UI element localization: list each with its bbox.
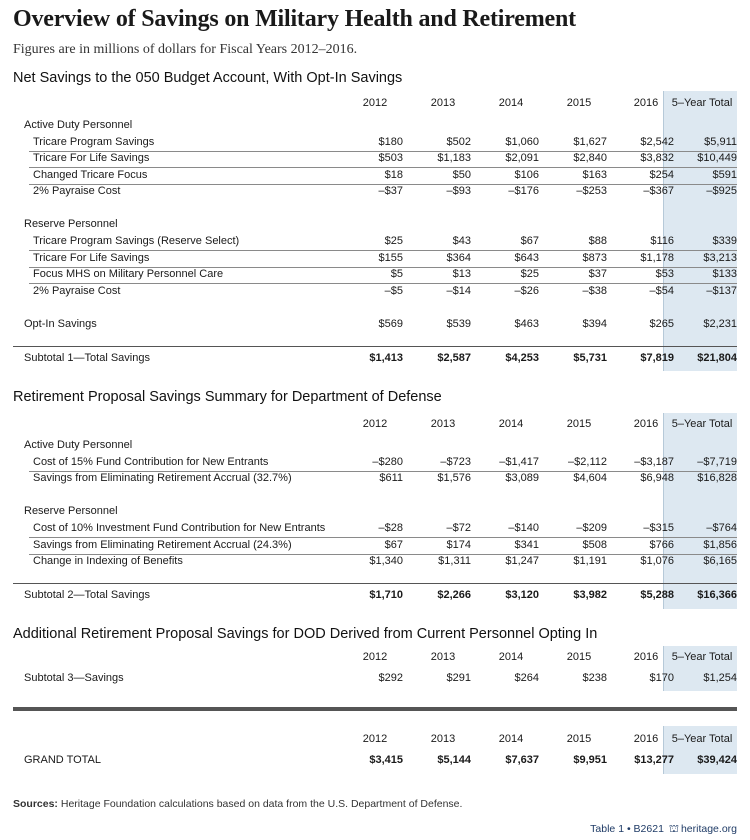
row-value: –$5 bbox=[384, 285, 403, 297]
row-value: $1,710 bbox=[369, 589, 403, 601]
row-total-value: $339 bbox=[712, 235, 737, 247]
row-value: –$280 bbox=[372, 456, 403, 468]
row-value: $6,948 bbox=[640, 472, 674, 484]
row-value: $394 bbox=[582, 318, 607, 330]
row-label: Cost of 15% Fund Contribution for New Entrants bbox=[33, 456, 269, 468]
row-value: $1,576 bbox=[437, 472, 471, 484]
column-header-total: 5–Year Total bbox=[671, 651, 733, 663]
row-value: $1,340 bbox=[369, 555, 403, 567]
row-value: $106 bbox=[514, 169, 539, 181]
group-label: Reserve Personnel bbox=[24, 505, 118, 517]
row-value: $180 bbox=[378, 136, 403, 148]
row-value: $25 bbox=[384, 235, 403, 247]
column-header-year: 2013 bbox=[430, 97, 456, 109]
row-value: $1,060 bbox=[505, 136, 539, 148]
row-value: $7,819 bbox=[640, 352, 674, 364]
column-header-total: 5–Year Total bbox=[671, 418, 733, 430]
row-value: $502 bbox=[446, 136, 471, 148]
row-total-value: $10,449 bbox=[697, 152, 737, 164]
column-header-year: 2016 bbox=[633, 733, 659, 745]
row-value: $238 bbox=[582, 672, 607, 684]
section-2-title: Retirement Proposal Savings Summary for Department of Defense bbox=[13, 389, 442, 405]
row-value: $341 bbox=[514, 539, 539, 551]
table-row bbox=[13, 538, 737, 555]
column-header-row bbox=[13, 732, 737, 749]
row-value: $116 bbox=[650, 235, 674, 247]
row-label: Subtotal 1—Total Savings bbox=[24, 352, 150, 364]
group-header-active-duty bbox=[13, 118, 737, 135]
row-value: $7,637 bbox=[505, 754, 539, 766]
table-row bbox=[13, 521, 737, 538]
row-total-value: $591 bbox=[712, 169, 737, 181]
page-title: Overview of Savings on Military Health and Retirement bbox=[13, 6, 576, 32]
column-header-year: 2012 bbox=[362, 418, 388, 430]
row-value: $50 bbox=[452, 169, 471, 181]
footer-credit: Table 1 • B2621 ⛫ heritage.org bbox=[590, 823, 737, 835]
row-value: $43 bbox=[452, 235, 471, 247]
row-value: –$1,417 bbox=[499, 456, 539, 468]
row-value: $2,587 bbox=[437, 352, 471, 364]
row-value: $2,091 bbox=[505, 152, 539, 164]
row-value: $1,076 bbox=[640, 555, 674, 567]
row-value: $37 bbox=[588, 268, 607, 280]
row-value: $254 bbox=[649, 169, 674, 181]
row-label: Focus MHS on Military Personnel Care bbox=[33, 268, 224, 280]
table-row bbox=[13, 184, 737, 201]
row-total-value: $16,828 bbox=[697, 472, 737, 484]
row-label: Tricare For Life Savings bbox=[33, 252, 150, 264]
row-value: $174 bbox=[446, 539, 471, 551]
row-total-value: $6,165 bbox=[703, 555, 737, 567]
row-label: Opt-In Savings bbox=[24, 318, 97, 330]
row-value: $2,266 bbox=[437, 589, 471, 601]
column-header-year: 2015 bbox=[566, 97, 592, 109]
group-label: Active Duty Personnel bbox=[24, 119, 133, 131]
row-total-value: $1,856 bbox=[703, 539, 737, 551]
row-value: –$140 bbox=[508, 522, 539, 534]
row-label: Subtotal 2—Total Savings bbox=[24, 589, 150, 601]
row-label: Savings from Eliminating Retirement Accrual (32.7%) bbox=[33, 472, 292, 484]
column-header-row bbox=[13, 417, 737, 434]
subtotal-row bbox=[13, 588, 737, 605]
table-row bbox=[13, 554, 737, 571]
row-value: –$28 bbox=[378, 522, 403, 534]
row-value: –$72 bbox=[446, 522, 471, 534]
row-total-value: $5,911 bbox=[704, 136, 737, 148]
row-total-value: –$7,719 bbox=[697, 456, 737, 468]
row-value: –$26 bbox=[514, 285, 539, 297]
grand-total-double-rule bbox=[13, 707, 737, 711]
row-total-value: –$137 bbox=[706, 285, 737, 297]
row-value: $264 bbox=[514, 672, 539, 684]
row-label: Tricare Program Savings (Reserve Select) bbox=[33, 235, 240, 247]
row-value: $3,982 bbox=[573, 589, 607, 601]
row-value: $539 bbox=[446, 318, 471, 330]
row-value: $88 bbox=[588, 235, 607, 247]
heritage-logo-icon: ⛫ bbox=[668, 823, 679, 835]
row-value: $18 bbox=[384, 169, 403, 181]
row-value: –$37 bbox=[378, 185, 403, 197]
report-code: B2621 bbox=[633, 823, 664, 835]
row-label: Changed Tricare Focus bbox=[33, 169, 148, 181]
table-row bbox=[13, 455, 737, 472]
column-header-year: 2013 bbox=[430, 418, 456, 430]
row-value: –$723 bbox=[440, 456, 471, 468]
subtotal-rule bbox=[13, 583, 737, 584]
row-value: $25 bbox=[520, 268, 539, 280]
column-header-year: 2015 bbox=[566, 733, 592, 745]
row-total-value: $133 bbox=[712, 268, 737, 280]
heritage-link[interactable]: heritage.org bbox=[680, 823, 737, 835]
column-header-row bbox=[13, 650, 737, 667]
row-value: –$14 bbox=[446, 285, 471, 297]
table-number: Table 1 bbox=[590, 823, 625, 835]
page-subtitle: Figures are in millions of dollars for Fiscal Years 2012–2016. bbox=[13, 42, 358, 57]
row-value: $265 bbox=[649, 318, 674, 330]
row-value: $766 bbox=[649, 539, 674, 551]
table-row bbox=[13, 168, 737, 185]
row-value: $67 bbox=[520, 235, 539, 247]
row-value: $5,288 bbox=[640, 589, 674, 601]
column-header-year: 2016 bbox=[633, 418, 659, 430]
row-value: $5 bbox=[390, 268, 403, 280]
row-value: –$253 bbox=[576, 185, 607, 197]
row-value: $1,627 bbox=[573, 136, 607, 148]
row-total-value: –$764 bbox=[706, 522, 737, 534]
table-row bbox=[13, 234, 737, 251]
table-row bbox=[13, 251, 737, 268]
subtotal-row bbox=[13, 351, 737, 368]
row-value: $5,144 bbox=[437, 754, 471, 766]
group-header-reserve bbox=[13, 217, 737, 234]
row-label: Tricare Program Savings bbox=[33, 136, 155, 148]
row-value: $53 bbox=[655, 268, 674, 280]
row-value: $155 bbox=[378, 252, 403, 264]
row-value: $4,253 bbox=[505, 352, 539, 364]
table-row bbox=[13, 284, 737, 301]
group-label: Reserve Personnel bbox=[24, 218, 118, 230]
column-header-year: 2013 bbox=[430, 733, 456, 745]
row-value: $67 bbox=[384, 539, 403, 551]
row-value: $508 bbox=[582, 539, 607, 551]
sources-text: Heritage Foundation calculations based on data from the U.S. Department of Defense. bbox=[60, 798, 463, 810]
row-total-value: –$925 bbox=[706, 185, 737, 197]
column-header-year: 2015 bbox=[566, 418, 592, 430]
row-total-value: $16,366 bbox=[697, 589, 737, 601]
row-total-value: $3,213 bbox=[703, 252, 737, 264]
row-value: $9,951 bbox=[573, 754, 607, 766]
sources-label: Sources: bbox=[13, 798, 58, 810]
row-value: $291 bbox=[446, 672, 471, 684]
row-value: –$93 bbox=[446, 185, 471, 197]
row-value: $292 bbox=[378, 672, 403, 684]
column-header-year: 2012 bbox=[362, 97, 388, 109]
row-label: Savings from Eliminating Retirement Accrual (24.3%) bbox=[33, 539, 292, 551]
row-value: $163 bbox=[582, 169, 607, 181]
column-header-year: 2015 bbox=[566, 651, 592, 663]
row-value: –$54 bbox=[649, 285, 674, 297]
section-3-title: Additional Retirement Proposal Savings for DOD Derived from Current Personnel Opting In bbox=[13, 626, 598, 642]
row-total-value: $2,231 bbox=[703, 318, 737, 330]
row-value: –$209 bbox=[576, 522, 607, 534]
column-header-total: 5–Year Total bbox=[671, 733, 733, 745]
row-value: $503 bbox=[378, 152, 403, 164]
row-value: $463 bbox=[514, 318, 539, 330]
group-header-reserve bbox=[13, 504, 737, 521]
row-value: $2,840 bbox=[573, 152, 607, 164]
row-value: $2,542 bbox=[640, 136, 674, 148]
row-value: $4,604 bbox=[573, 472, 607, 484]
row-value: $1,178 bbox=[640, 252, 674, 264]
column-header-year: 2013 bbox=[430, 651, 456, 663]
row-value: –$367 bbox=[643, 185, 674, 197]
group-label: Active Duty Personnel bbox=[24, 439, 133, 451]
table-row bbox=[13, 135, 737, 152]
row-value: $611 bbox=[379, 472, 403, 484]
row-value: $1,247 bbox=[505, 555, 539, 567]
grand-total-row bbox=[13, 753, 737, 770]
row-label: Subtotal 3—Savings bbox=[24, 672, 124, 684]
row-value: –$176 bbox=[508, 185, 539, 197]
row-value: –$315 bbox=[643, 522, 674, 534]
row-value: $364 bbox=[446, 252, 471, 264]
row-total-value: $21,804 bbox=[697, 352, 737, 364]
optin-row bbox=[13, 317, 737, 334]
row-value: –$3,187 bbox=[634, 456, 674, 468]
subtotal-row bbox=[13, 671, 737, 688]
row-value: $1,311 bbox=[438, 555, 471, 567]
column-header-year: 2014 bbox=[498, 733, 524, 745]
column-header-total: 5–Year Total bbox=[671, 97, 733, 109]
row-label: Change in Indexing of Benefits bbox=[33, 555, 183, 567]
table-row bbox=[13, 267, 737, 284]
row-value: $13 bbox=[452, 268, 471, 280]
column-header-row bbox=[13, 96, 737, 113]
row-label: 2% Payraise Cost bbox=[33, 285, 121, 297]
column-header-year: 2012 bbox=[362, 733, 388, 745]
row-value: $1,183 bbox=[437, 152, 471, 164]
row-value: –$2,112 bbox=[568, 456, 607, 468]
group-header-active-duty bbox=[13, 438, 737, 455]
table-row bbox=[13, 471, 737, 488]
row-label: GRAND TOTAL bbox=[24, 754, 102, 766]
row-value: $1,191 bbox=[573, 555, 607, 567]
section-1-title: Net Savings to the 050 Budget Account, With Opt-In Savings bbox=[13, 70, 403, 86]
column-header-year: 2014 bbox=[498, 97, 524, 109]
column-header-year: 2016 bbox=[633, 97, 659, 109]
row-value: $569 bbox=[378, 318, 403, 330]
column-header-year: 2014 bbox=[498, 418, 524, 430]
row-total-value: $39,424 bbox=[697, 754, 737, 766]
row-value: $643 bbox=[514, 252, 539, 264]
row-total-value: $1,254 bbox=[703, 672, 737, 684]
column-header-year: 2014 bbox=[498, 651, 524, 663]
column-header-year: 2012 bbox=[362, 651, 388, 663]
row-label: 2% Payraise Cost bbox=[33, 185, 121, 197]
row-value: –$38 bbox=[582, 285, 607, 297]
row-value: $5,731 bbox=[573, 352, 607, 364]
row-value: $3,120 bbox=[505, 589, 539, 601]
row-value: $3,832 bbox=[640, 152, 674, 164]
row-value: $170 bbox=[649, 672, 674, 684]
sources-note bbox=[13, 798, 462, 810]
row-value: $1,413 bbox=[369, 352, 403, 364]
row-label: Tricare For Life Savings bbox=[33, 152, 150, 164]
table-row bbox=[13, 151, 737, 168]
row-value: $3,415 bbox=[369, 754, 403, 766]
row-value: $3,089 bbox=[505, 472, 539, 484]
column-header-year: 2016 bbox=[633, 651, 659, 663]
row-value: $873 bbox=[582, 252, 607, 264]
row-label: Cost of 10% Investment Fund Contribution for New Entrants bbox=[33, 522, 326, 534]
subtotal-rule bbox=[13, 346, 737, 347]
row-value: $13,277 bbox=[634, 754, 674, 766]
